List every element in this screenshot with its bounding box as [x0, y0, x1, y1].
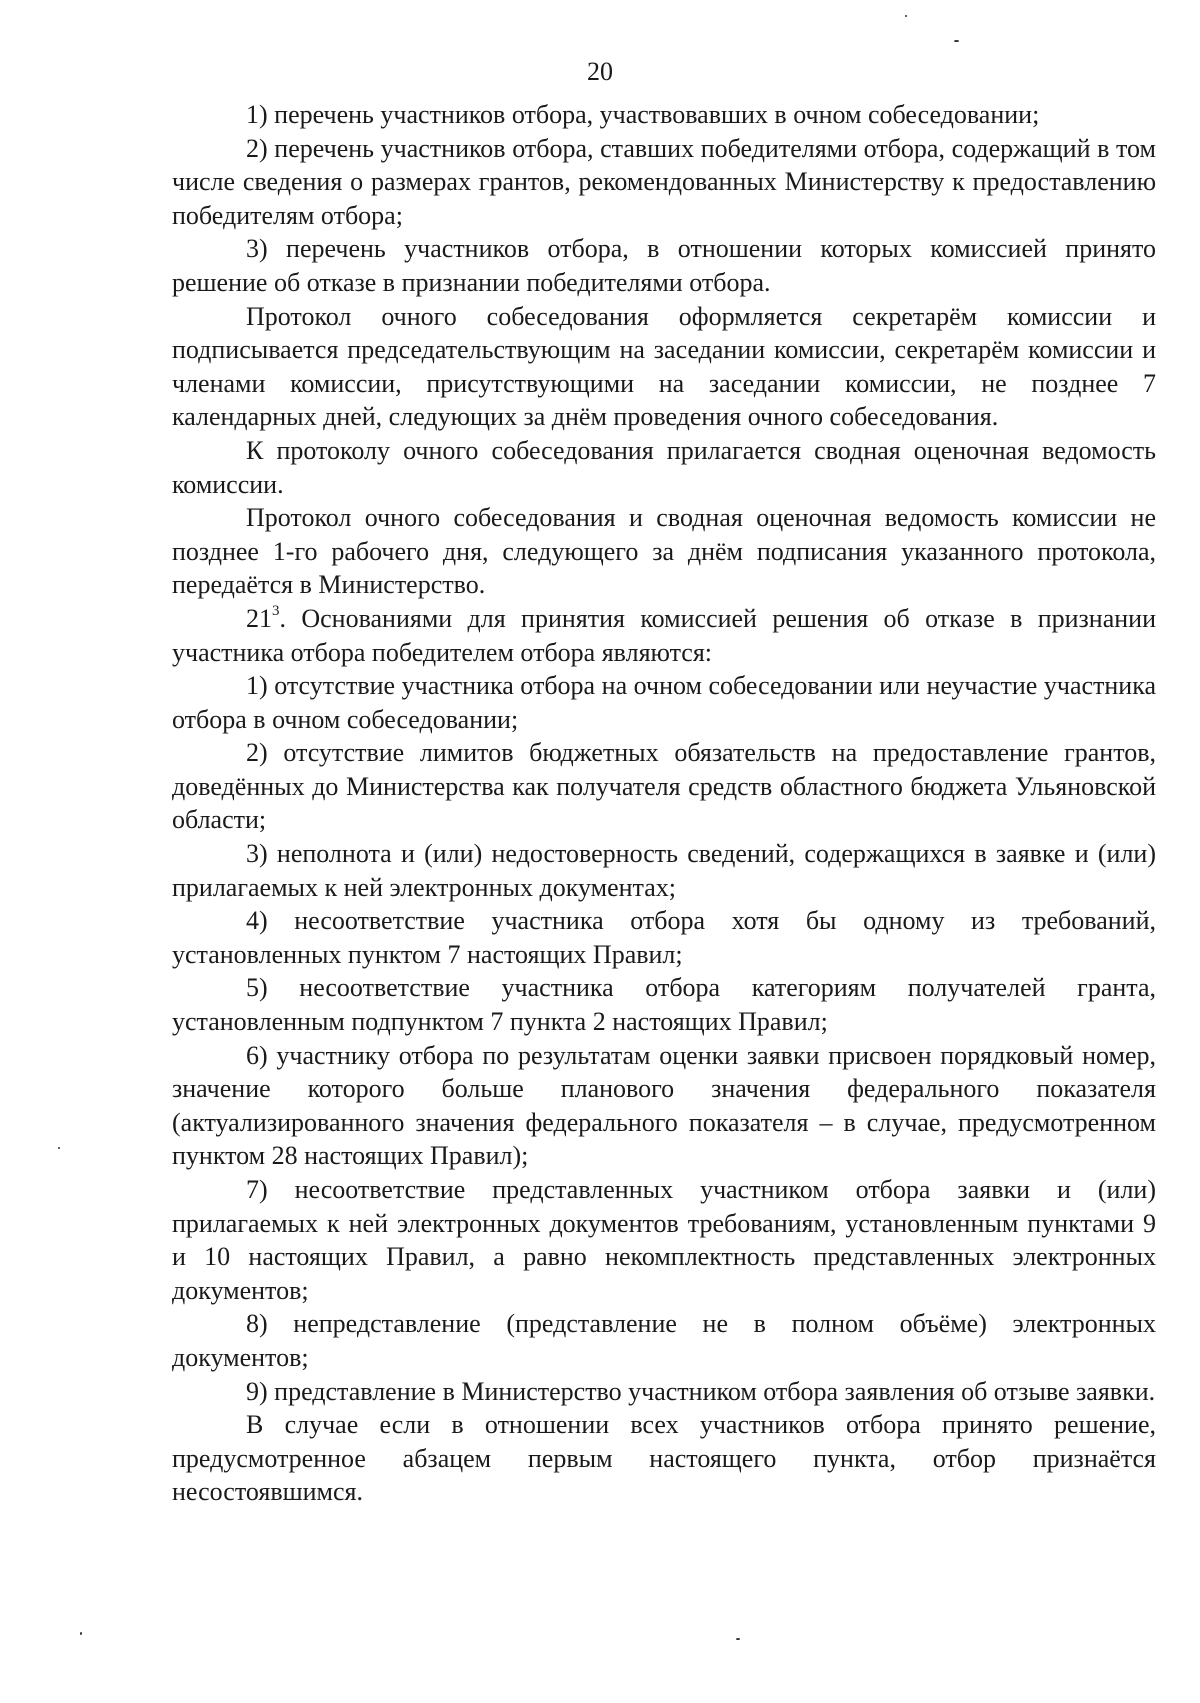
paragraph-protocol-signing: Протокол очного собеседования оформляется секретарём комиссии и подписывается председательствующим на заседании комиссии, секретарём комиссии и членами комиссии, присутствующими на заседании комиссии, не позднее 7 календарных дней, следующих за днём проведения очного собеседования.	[172, 301, 1156, 432]
ground-item-3: 3) неполнота и (или) недостоверность сведений, содержащихся в заявке и (или) прилагаемых к ней электронных документах;	[172, 839, 1156, 902]
paragraph-protocol-list-2: 2) перечень участников отбора, ставших победителями отбора, содержащий в том числе сведения о размерах грантов, рекомендованных Министерству к предоставлению победителям отбора;	[172, 133, 1156, 230]
ground-item-7: 7) несоответствие представленных участником отбора заявки и (или) прилагаемых к ней электронных документов требованиям, установленным пунктами 9 и 10 настоящих Правил, а равно некомплектность представленных электронных документов;	[172, 1175, 1156, 1305]
page-number: 20	[587, 57, 613, 86]
clause-21-3	[172, 602, 1156, 669]
ground-item-8: 8) непредставление (представление не в полном объёме) электронных документов;	[172, 1309, 1156, 1372]
clause-number-main: 21	[246, 603, 272, 633]
paragraph-protocol-list-3: 3) перечень участников отбора, в отношении которых комиссией принято решение об отказе в признании победителями отбора.	[172, 234, 1156, 297]
clause-number	[246, 604, 286, 633]
ground-item-1: 1) отсутствие участника отбора на очном собеседовании или неучастие участника отбора в очном собеседовании;	[172, 671, 1156, 734]
clause-number-superscript: 3	[272, 603, 280, 620]
ground-item-6: 6) участнику отбора по результатам оценки заявки присвоен порядковый номер, значение которого больше планового значения федерального показателя (актуализированного значения федерального показателя – в случае, предусмотренном пунктом 28 настоящих Правил);	[172, 1040, 1156, 1171]
scan-speck	[954, 40, 959, 42]
scan-speck	[80, 1632, 82, 1635]
clause-text: Основаниями для принятия комиссией решения об отказе в признании участника отбора победителем отбора являются:	[172, 603, 1156, 667]
scan-speck	[905, 15, 907, 17]
scan-speck	[736, 1638, 740, 1640]
document-body	[172, 98, 1156, 1509]
paragraph-protocol-transfer: Протокол очного собеседования и сводная оценочная ведомость комиссии не позднее 1-го рабочего дня, следующего за днём подписания указанного протокола, передаётся в Министерство.	[172, 503, 1156, 600]
paragraph-protocol-list-1: 1) перечень участников отбора, участвовавших в очном собеседовании;	[246, 100, 1040, 129]
paragraph-protocol-attachment: К протоколу очного собеседования прилагается сводная оценочная ведомость комиссии.	[172, 435, 1156, 499]
scan-speck	[58, 1147, 60, 1149]
closing-paragraph: В случае если в отношении всех участников отбора принято решение, предусмотренное абзацем первым настоящего пункта, отбор признаётся несостоявшимся.	[172, 1410, 1156, 1507]
ground-item-5: 5) несоответствие участника отбора категориям получателей гранта, установленным подпунктом 7 пункта 2 настоящих Правил;	[172, 973, 1156, 1037]
ground-item-4: 4) несоответствие участника отбора хотя бы одному из требований, установленных пунктом 7 настоящих Правил;	[172, 906, 1156, 969]
clause-number-suffix: .	[279, 603, 286, 633]
ground-item-9: 9) представление в Министерство участником отбора заявления об отзыве заявки.	[246, 1376, 1156, 1406]
ground-item-2: 2) отсутствие лимитов бюджетных обязательств на предоставление грантов, доведённых до Министерства как получателя средств областного бюджета Ульяновской области;	[172, 738, 1156, 835]
